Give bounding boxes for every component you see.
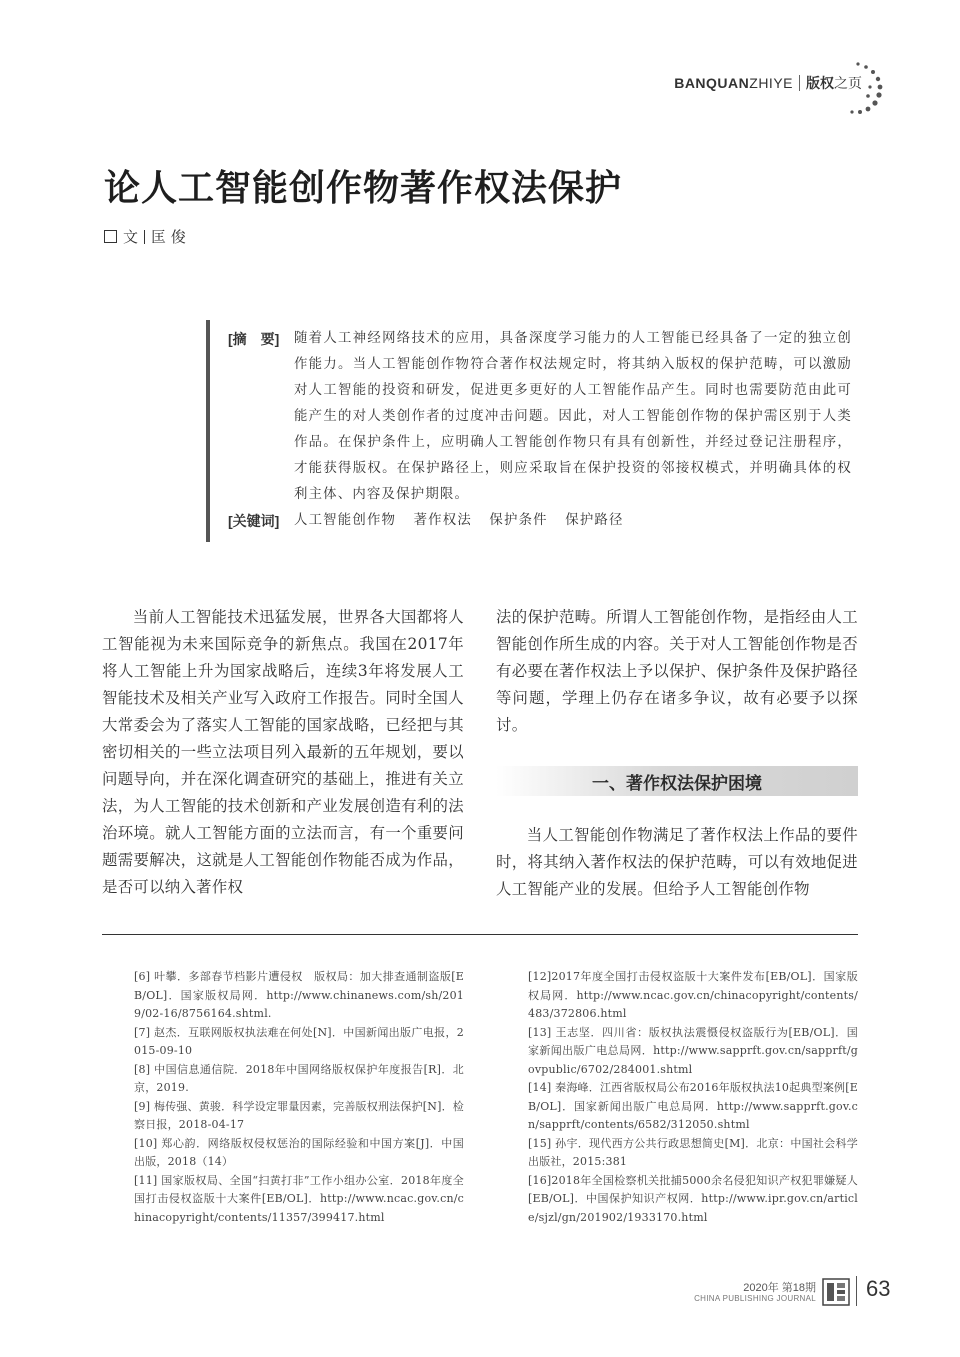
footnote-divider: [102, 934, 858, 935]
reference-item: [9] 梅传强、黄骏．科学设定罪量因素，完善版权刑法保护[N]．检察日报，2018-04-17: [134, 1099, 464, 1131]
abstract-label: [摘 要]: [228, 331, 280, 347]
references-right: [528, 968, 858, 1227]
reference-item: [6] 叶攀．多部春节档影片遭侵权 版权局：加大排查通制盗版[EB/OL]．国家版权局网．http://www.chinanews.com/sh/2019/02-16/8756164.shtml.: [134, 970, 464, 1020]
keywords-row: [228, 508, 852, 534]
journal-logo-icon: [822, 1278, 850, 1306]
body-column-right-continued: [496, 822, 858, 903]
references-left: [134, 968, 464, 1227]
abstract-box: [206, 320, 858, 542]
reference-item: [10] 郑心韵．网络版权侵权惩治的国际经验和中国方案[J]．中国出版，2018（14）: [134, 1136, 464, 1168]
journal-name: CHINA PUBLISHING JOURNAL: [694, 1294, 816, 1303]
keywords-text: 人工智能创作物 著作权法 保护条件 保护路径: [294, 513, 624, 528]
reference-item: [11] 国家版权局、全国“扫黄打非”工作小组办公室．2018年度全国打击侵权盗版十大案件[EB/OL]．http://www.ncac.gov.cn/chinacopyright/contents/11357/399417.html: [134, 1173, 464, 1224]
header-divider: [799, 75, 800, 91]
article-title: 论人工智能创作物著作权法保护: [104, 167, 623, 209]
reference-item: [7] 赵杰．互联网版权执法难在何处[N]．中国新闻出版广电报，2015-09-10: [134, 1025, 464, 1057]
reference-item: [12]2017年度全国打击侵权盗版十大案件发布[EB/OL]．国家版权局网．http://www.ncac.gov.cn/chinacopyright/contents/483/372806.html: [528, 970, 858, 1020]
reference-item: [14] 秦海峰．江西省版权局公布2016年版权执法10起典型案例[EB/OL]．国家新闻出版广电总局网．http://www.sapprft.gov.cn/sapprft/contents/6582/312050.shtml: [528, 1081, 858, 1131]
reference-item: [15] 孙宇．现代西方公共行政思想简史[M]．北京：中国社会科学出版社，2015:381: [528, 1136, 858, 1168]
reference-item: [13] 王志坚．四川省：版权执法震慑侵权盗版行为[EB/OL]．国家新闻出版广电总局网．http://www.sapprft.gov.cn/sapprft/govpublic/6702/284001.shtml: [528, 1025, 858, 1076]
body-column-right: [496, 604, 858, 739]
reference-item: [8] 中国信息通信院．2018年中国网络版权保护年度报告[R]．北京，2019.: [134, 1062, 464, 1094]
body-column-left: [102, 604, 464, 901]
dots-arc-icon: [824, 60, 884, 120]
abstract-text: 随着人工神经网络技术的应用，具备深度学习能力的人工智能已经具备了一定的独立创作能力。当人工智能创作物符合著作权法规定时，将其纳入版权的保护范畴，可以激励对人工智能的投资和研发，促进更多更好的人工智能作品产生。同时也需要防范由此可能产生的对人类创作者的过度冲击问题。因此，对人工智能创作物的保护需区别于人类作品。在保护条件上，应明确人工智能创作物只有具有创新性，并经过登记注册程序，才能获得版权。在保护路径上，则应采取旨在保护投资的邻接权模式，并明确具体的权利主体、内容及保护期限。: [294, 331, 852, 502]
reference-item: [16]2018年全国检察机关批捕5000余名侵犯知识产权犯罪嫌疑人[EB/OL]．中国保护知识产权网．http://www.ipr.gov.cn/article/sjzl/gn/201902/1933170.html: [528, 1173, 858, 1224]
byline: [104, 226, 186, 247]
page-number: 63: [866, 1276, 891, 1301]
header-section: 版权之页: [806, 76, 862, 92]
keywords-label: [关键词]: [228, 513, 280, 529]
abstract-side-bar: [206, 320, 210, 542]
byline-prefix: 文: [123, 228, 139, 246]
byline-divider: [144, 230, 145, 244]
body-paragraph: 法的保护范畴。所谓人工智能创作物，是指经由人工智能创作所生成的内容。关于对人工智能创作物是否有必要在著作权法上予以保护、保护条件及保护路径等问题，学理上仍存在诸多争议，故有必要予以探讨。: [496, 608, 858, 734]
square-icon: [104, 230, 117, 243]
body-paragraph: 当前人工智能技术迅猛发展，世界各大国都将人工智能视为未来国际竞争的新焦点。我国在2017年将人工智能上升为国家战略后，连续3年将发展人工智能技术及相关产业写入政府工作报告。同时全国人大常委会为了落实人工智能的国家战略，已经把与其密切相关的一些立法项目列入最新的五年规划，要以问题导向，并在深化调查研究的基础上，推进有关立法，为人工智能的技术创新和产业发展创造有利的法治环境。就人工智能方面的立法而言，有一个重要问题需要解决，这就是人工智能创作物能否成为作品，是否可以纳入著作权: [102, 608, 464, 896]
section-heading: 一、著作权法保护困境: [496, 766, 858, 796]
abstract-row: [228, 326, 852, 508]
body-paragraph: 当人工智能创作物满足了著作权法上作品的要件时，将其纳入著作权法的保护范畴，可以有效地促进人工智能产业的发展。但给予人工智能创作物: [496, 826, 858, 898]
header-brand: BANQUANZHIYE: [674, 75, 793, 91]
footer-divider: [856, 1276, 857, 1306]
author-name: 匡 俊: [151, 228, 186, 246]
issue-label: 2020年 第18期: [743, 1282, 816, 1294]
